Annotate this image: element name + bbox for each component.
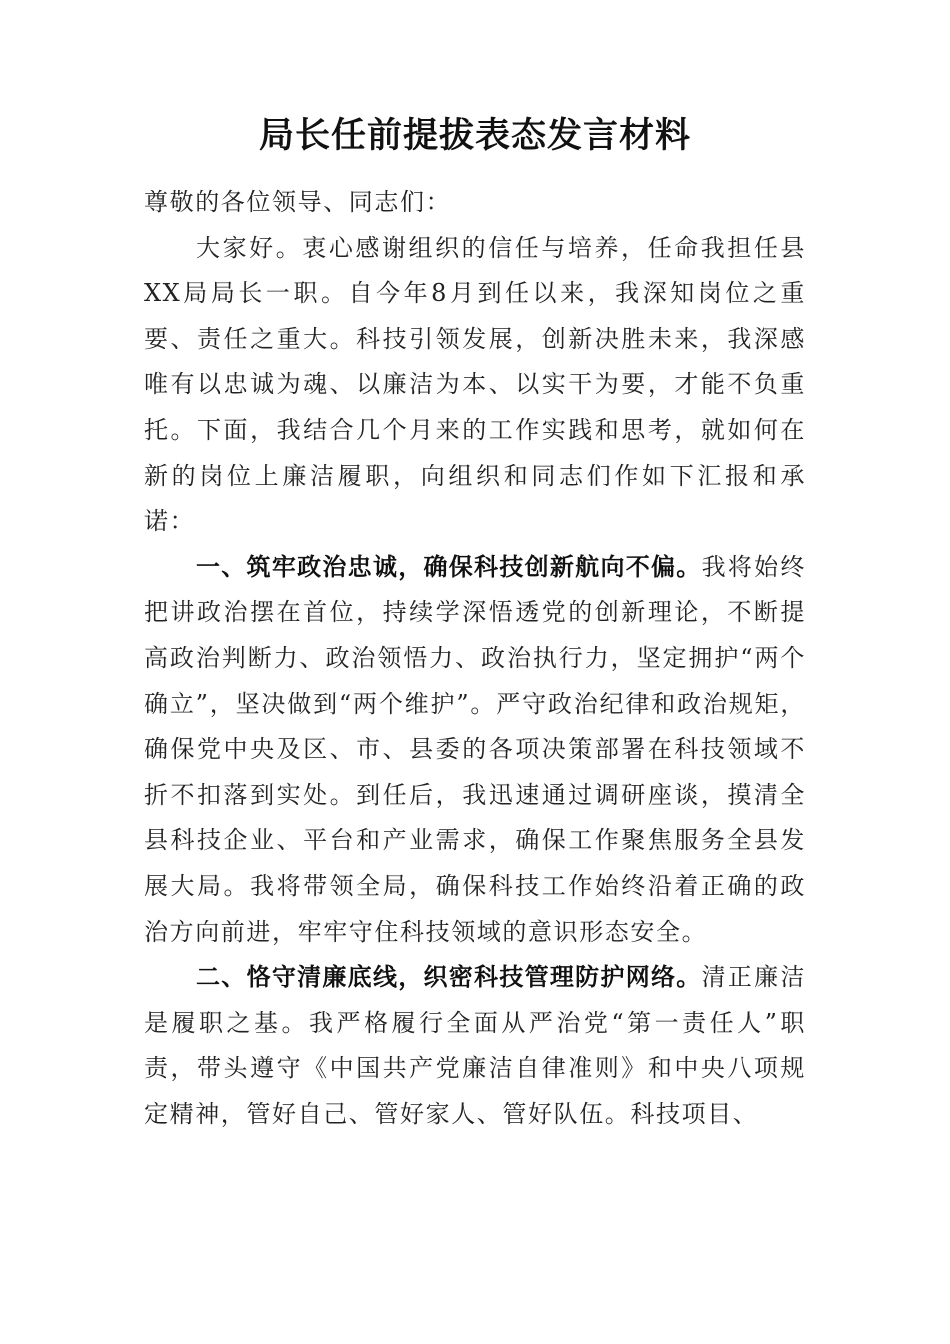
document-body <box>144 180 806 1137</box>
salutation: 尊敬的各位领导、同志们： <box>144 188 452 216</box>
section-heading-2: 二、恪守清廉底线，织密科技管理防护网络。 <box>196 963 702 992</box>
section-text-2: 清正廉洁是履职之基。我严格履行全面从严治党“第一责任人”职责，带头遵守《中国共产党廉洁自律准则》和中央八项规定精神，管好自己、管好家人、管好队伍。科技项目、 <box>144 963 806 1128</box>
intro-paragraph: 大家好。衷心感谢组织的信任与培养，任命我担任县XX局局长一职。自今年8月到任以来，我深知岗位之重要、责任之重大。科技引领发展，创新决胜未来，我深感唯有以忠诚为魂、以廉洁为本、以实干为要，才能不负重托。下面，我结合几个月来的工作实践和思考，就如何在新的岗位上廉洁履职，向组织和同志们作如下汇报和承诺： <box>144 233 806 536</box>
section-paragraph-2 <box>144 955 806 1137</box>
section-paragraph-1 <box>144 545 806 955</box>
section-text-1: 我将始终把讲政治摆在首位，持续学深悟透党的创新理论，不断提高政治判断力、政治领悟力、政治执行力，坚定拥护“两个确立”，坚决做到“两个维护”。严守政治纪律和政治规矩，确保党中央及区、市、县委的各项决策部署在科技领域不折不扣落到实处。到任后，我迅速通过调研座谈，摸清全县科技企业、平台和产业需求，确保工作聚焦服务全县发展大局。我将带领全局，确保科技工作始终沿着正确的政治方向前进，牢牢守住科技领域的意识形态安全。 <box>144 552 806 946</box>
section-heading-1: 一、筑牢政治忠诚，确保科技创新航向不偏。 <box>196 552 702 581</box>
document-title: 局长任前提拔表态发言材料 <box>258 115 691 156</box>
